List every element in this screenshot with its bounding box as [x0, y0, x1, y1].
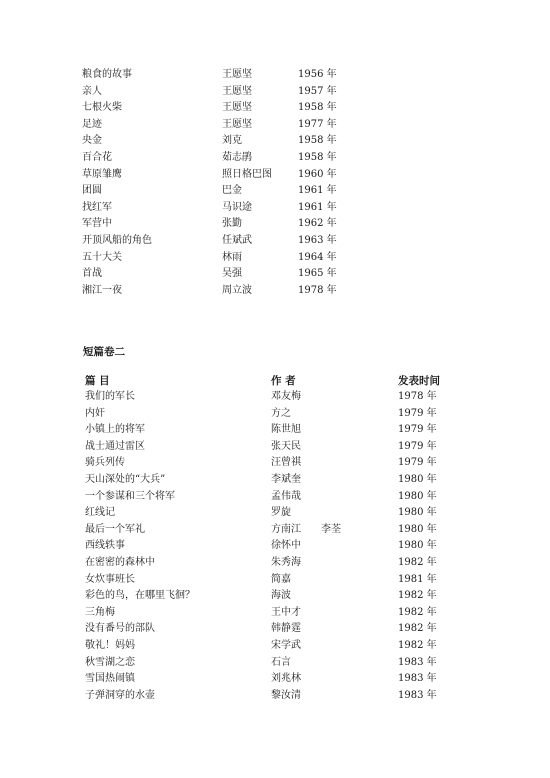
work-title: 红线记	[85, 507, 115, 519]
work-year: 1977 年	[298, 118, 337, 130]
list-item	[0, 522, 550, 538]
work-author: 徐怀中	[271, 540, 301, 552]
work-year: 1960 年	[298, 168, 337, 180]
work-author: 任斌武	[222, 235, 252, 246]
work-author: 照日格巴图	[222, 168, 272, 180]
list-item	[0, 183, 550, 199]
list-item	[0, 638, 550, 654]
work-year: 1964 年	[298, 251, 337, 263]
work-year: 1956 年	[298, 69, 337, 80]
work-author: 韩静霆	[271, 623, 301, 635]
list-item	[0, 555, 550, 571]
work-title: 天山深处的“大兵”	[85, 474, 166, 485]
work-title: 骑兵列传	[85, 457, 125, 469]
work-author: 巴金	[222, 185, 242, 197]
work-title: 亲人	[82, 85, 102, 97]
work-title: 小镇上的将军	[85, 424, 145, 436]
work-author: 黎汝清	[271, 689, 301, 701]
work-title: 七根火柴	[82, 102, 122, 114]
work-year: 1980 年	[398, 507, 437, 519]
list-item	[0, 233, 550, 249]
work-author: 刘兆林	[271, 673, 301, 685]
list-item	[0, 67, 550, 83]
work-year: 1961 年	[298, 201, 337, 213]
list-item	[0, 439, 550, 455]
work-year: 1961 年	[298, 185, 337, 197]
work-title: 三角梅	[85, 606, 115, 618]
list-item	[0, 538, 550, 554]
work-title: 没有番号的部队	[85, 623, 155, 635]
work-year: 1983 年	[398, 656, 437, 668]
work-title: 最后一个军礼	[85, 523, 145, 535]
work-year: 1982 年	[398, 606, 437, 618]
work-author: 王中才	[271, 606, 301, 618]
work-title: 找红军	[82, 201, 112, 213]
work-year: 1980 年	[398, 474, 437, 485]
work-year: 1979 年	[398, 440, 437, 452]
work-year: 1979 年	[398, 407, 437, 419]
work-title: 首战	[82, 268, 102, 280]
work-year: 1957 年	[298, 85, 337, 97]
work-author: 王愿坚	[222, 85, 252, 97]
work-year: 1980 年	[398, 490, 437, 502]
table-header	[0, 373, 550, 389]
list-item	[0, 150, 550, 166]
list-item	[0, 422, 550, 438]
work-author: 罗旋	[271, 507, 291, 519]
list-item	[0, 688, 550, 704]
work-title: 团圆	[82, 185, 102, 197]
list-item	[0, 250, 550, 266]
work-title: 彩色的鸟，在哪里飞徊？	[85, 590, 195, 602]
work-author: 海波	[271, 590, 291, 602]
work-author: 吴强	[222, 268, 242, 280]
work-year: 1979 年	[398, 424, 437, 436]
work-author: 刘克	[222, 135, 242, 147]
list-item	[0, 167, 550, 183]
header-year: 发表时间	[398, 375, 440, 387]
work-author: 王愿坚	[222, 69, 252, 80]
work-author: 张勤	[222, 218, 242, 230]
work-year: 1980 年	[398, 523, 437, 535]
list-item	[0, 84, 550, 100]
list-item	[0, 389, 550, 405]
work-year: 1978 年	[398, 391, 437, 402]
work-author: 孟伟哉	[271, 490, 301, 502]
list-item	[0, 133, 550, 149]
list-item	[0, 621, 550, 637]
work-year: 1963 年	[298, 235, 337, 246]
work-year: 1981 年	[398, 573, 437, 585]
work-author: 简嘉	[271, 573, 291, 585]
work-title: 敬礼！妈妈	[85, 640, 135, 651]
work-author: 汪曾祺	[271, 457, 301, 469]
work-year: 1958 年	[298, 152, 337, 163]
work-title: 军营中	[82, 218, 112, 230]
list-item	[0, 216, 550, 232]
list-item	[0, 472, 550, 488]
list-item	[0, 406, 550, 422]
list-item	[0, 266, 550, 282]
work-title: 战士通过雷区	[85, 440, 145, 452]
work-title: 我们的军长	[85, 391, 135, 402]
list-item	[0, 655, 550, 671]
list-item	[0, 200, 550, 216]
work-year: 1983 年	[398, 673, 437, 685]
work-title: 在密密的森林中	[85, 557, 155, 568]
work-title: 一个参谋和三个将军	[85, 490, 175, 502]
work-title: 秋雪湖之恋	[85, 656, 135, 668]
work-title: 子弹洞穿的水壶	[85, 689, 155, 701]
work-year: 1958 年	[298, 135, 337, 147]
work-title: 女炊事班长	[85, 573, 135, 585]
work-author: 方南江 李荃	[271, 523, 341, 535]
list-item	[0, 505, 550, 521]
work-year: 1965 年	[298, 268, 337, 280]
work-year: 1982 年	[398, 640, 437, 651]
work-year: 1978 年	[298, 284, 337, 296]
work-title: 开顶风船的角色	[82, 235, 152, 246]
work-title: 雪国热闹镇	[85, 673, 135, 685]
work-author: 陈世旭	[271, 424, 301, 436]
list-item	[0, 588, 550, 604]
work-year: 1982 年	[398, 557, 437, 568]
list-item	[0, 605, 550, 621]
work-year: 1982 年	[398, 623, 437, 635]
work-author: 石言	[271, 656, 291, 668]
list-item	[0, 283, 550, 299]
list-item	[0, 100, 550, 116]
work-author: 邓友梅	[271, 391, 301, 402]
work-year: 1983 年	[398, 689, 437, 701]
section-2-title: 短篇卷二	[83, 346, 125, 358]
header-title: 篇 目	[85, 375, 110, 387]
work-title: 百合花	[82, 152, 112, 163]
work-year: 1958 年	[298, 102, 337, 114]
work-year: 1982 年	[398, 590, 437, 602]
work-title: 内奸	[85, 407, 105, 419]
work-title: 足迹	[82, 118, 102, 130]
list-item	[0, 455, 550, 471]
work-title: 五十大关	[82, 251, 122, 263]
list-item	[0, 489, 550, 505]
work-author: 方之	[271, 407, 291, 419]
work-title: 湘江一夜	[82, 284, 122, 296]
work-title: 粮食的故事	[82, 69, 132, 80]
work-year: 1962 年	[298, 218, 337, 230]
work-author: 林雨	[222, 251, 242, 263]
list-item	[0, 572, 550, 588]
list-item	[0, 671, 550, 687]
work-title: 西线轶事	[85, 540, 125, 552]
work-year: 1980 年	[398, 540, 437, 552]
work-author: 朱秀海	[271, 557, 301, 568]
work-author: 周立波	[222, 284, 252, 296]
work-author: 王愿坚	[222, 102, 252, 114]
work-author: 李斌奎	[271, 474, 301, 485]
work-year: 1979 年	[398, 457, 437, 469]
work-author: 张天民	[271, 440, 301, 452]
work-author: 茹志鹃	[222, 152, 252, 163]
header-author: 作 者	[271, 375, 296, 387]
work-author: 宋学武	[271, 640, 301, 651]
list-item	[0, 117, 550, 133]
work-author: 马识途	[222, 201, 252, 213]
work-title: 草原雏鹰	[82, 168, 122, 180]
work-title: 央金	[82, 135, 102, 147]
work-author: 王愿坚	[222, 118, 252, 130]
